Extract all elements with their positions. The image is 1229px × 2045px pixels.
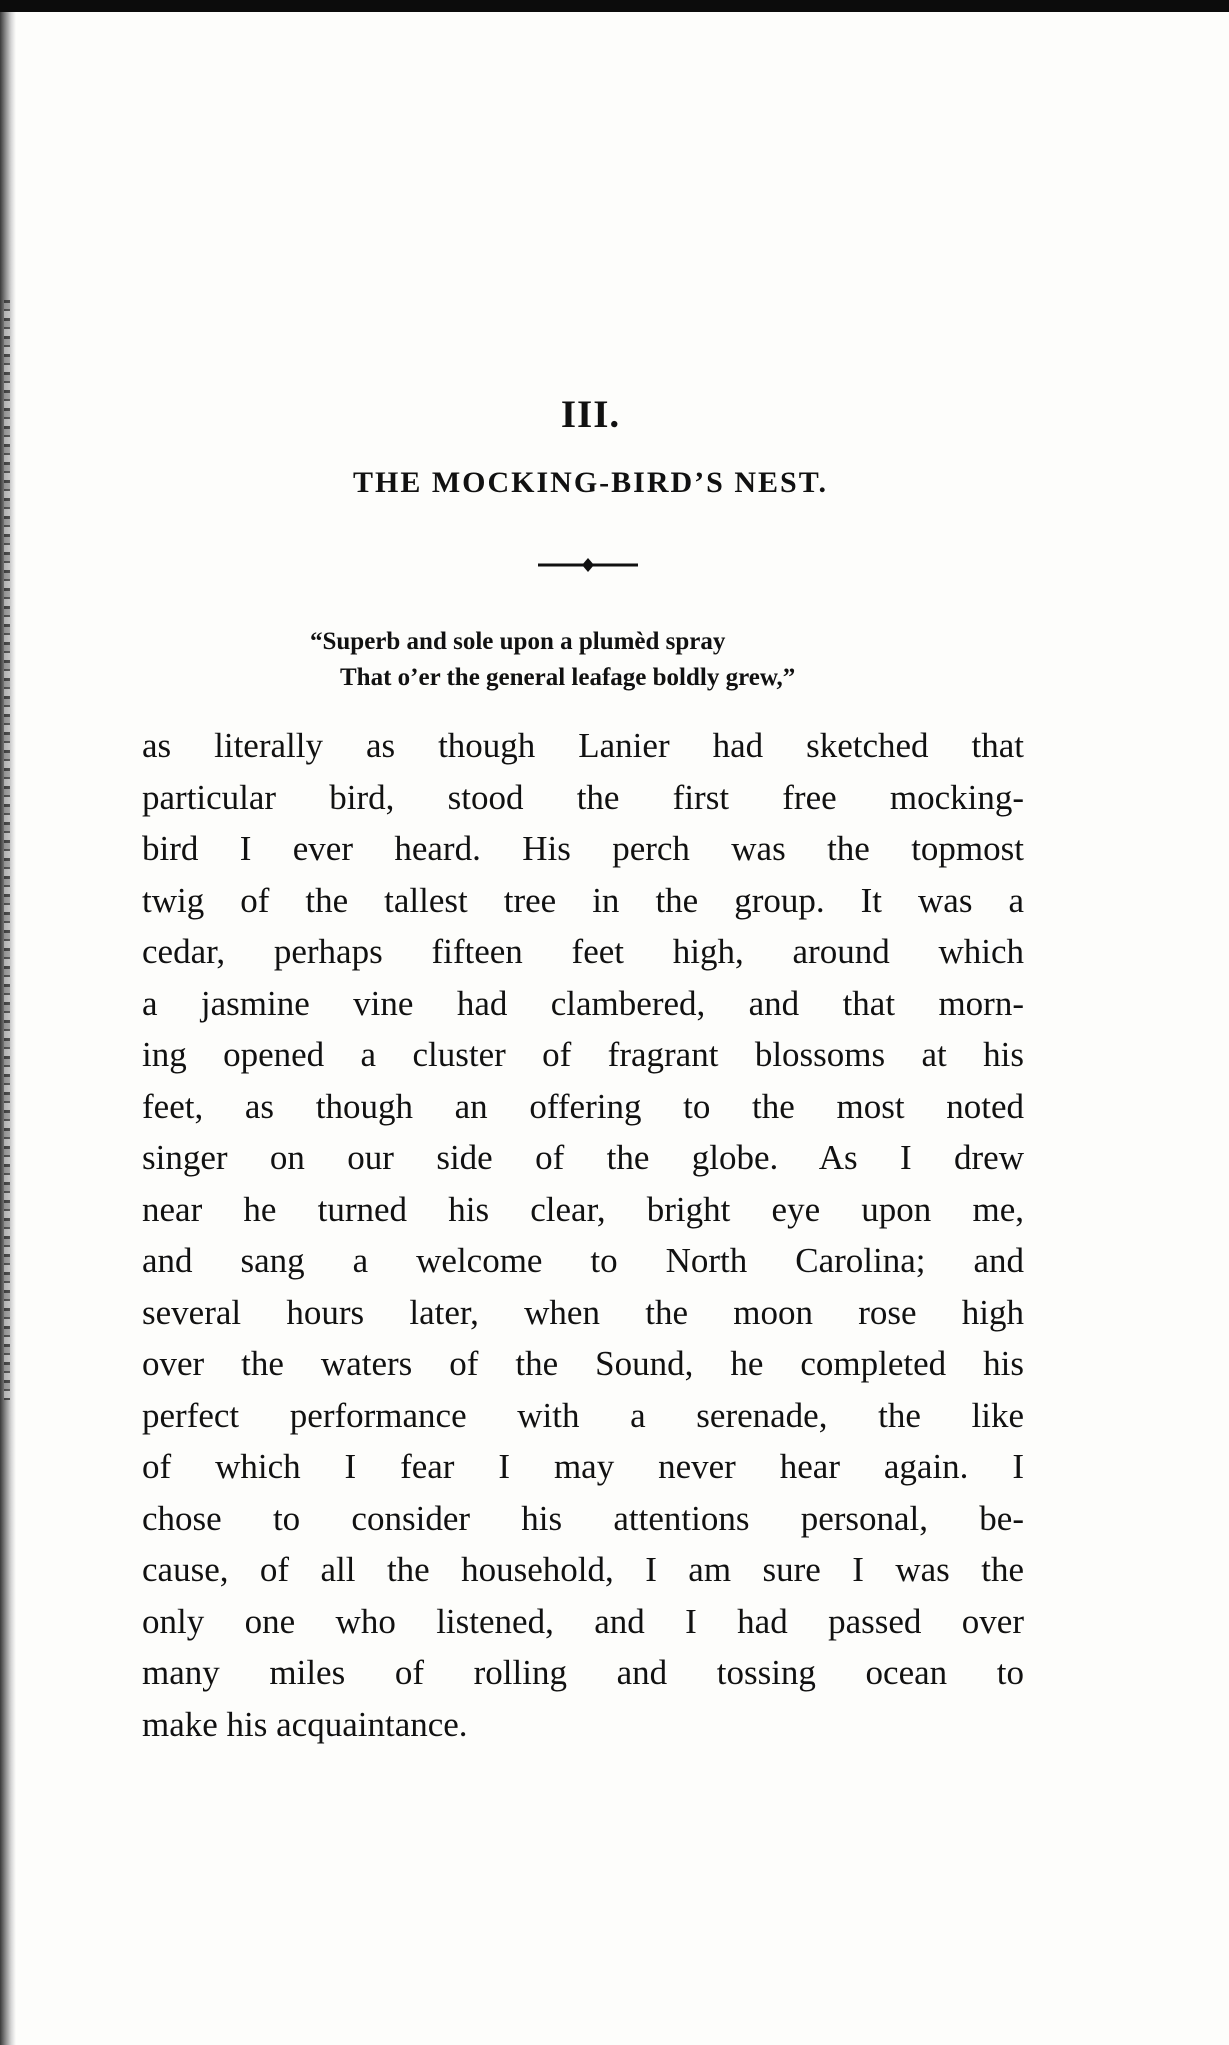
body-line: bird I ever heard. His perch was the topmost — [142, 829, 1024, 868]
body-line: many miles of rolling and tossing ocean to — [142, 1653, 1024, 1692]
body-line: feet, as though an offering to the most noted — [142, 1086, 1024, 1126]
epigraph-line: That o’er the general leafage boldly grew,” — [340, 664, 796, 691]
body-line: as literally as though Lanier had sketched that — [142, 726, 1024, 765]
page-top-edge — [0, 0, 1229, 12]
epigraph-line: “Superb and sole upon a plumèd spray — [310, 628, 726, 655]
body-line: over the waters of the Sound, he completed his — [142, 1344, 1024, 1383]
epigraph — [310, 624, 795, 696]
body-line: singer on our side of the globe. As I drew — [142, 1138, 1024, 1177]
body-line: make his acquaintance. — [142, 1704, 468, 1744]
body-line: perfect performance with a serenade, the like — [142, 1395, 1024, 1435]
body-line: cedar, perhaps fifteen feet high, around which — [142, 932, 1024, 971]
body-line: near he turned his clear, bright eye upon me, — [142, 1189, 1024, 1229]
body-paragraph — [142, 720, 1024, 1750]
body-line: cause, of all the household, I am sure I was the — [142, 1550, 1024, 1589]
body-line: chose to consider his attentions personal, be- — [142, 1498, 1024, 1538]
body-line: and sang a welcome to North Carolina; and — [142, 1241, 1024, 1280]
body-line: of which I fear I may never hear again. I — [142, 1447, 1024, 1486]
body-line: a jasmine vine had clambered, and that morn- — [142, 983, 1024, 1023]
chapter-title: THE MOCKING-BIRD’S NEST. — [352, 466, 828, 499]
body-line: particular bird, stood the first free mocking- — [142, 777, 1024, 817]
body-line: several hours later, when the moon rose high — [142, 1292, 1024, 1332]
body-line: ing opened a cluster of fragrant blossoms at his — [142, 1035, 1024, 1074]
body-line: twig of the tallest tree in the group. It was a — [142, 880, 1024, 920]
chapter-number: III. — [560, 393, 621, 436]
body-line: only one who listened, and I had passed over — [142, 1601, 1024, 1641]
binding-gutter-speckle — [4, 300, 10, 1400]
ornament-divider-icon — [538, 557, 638, 573]
